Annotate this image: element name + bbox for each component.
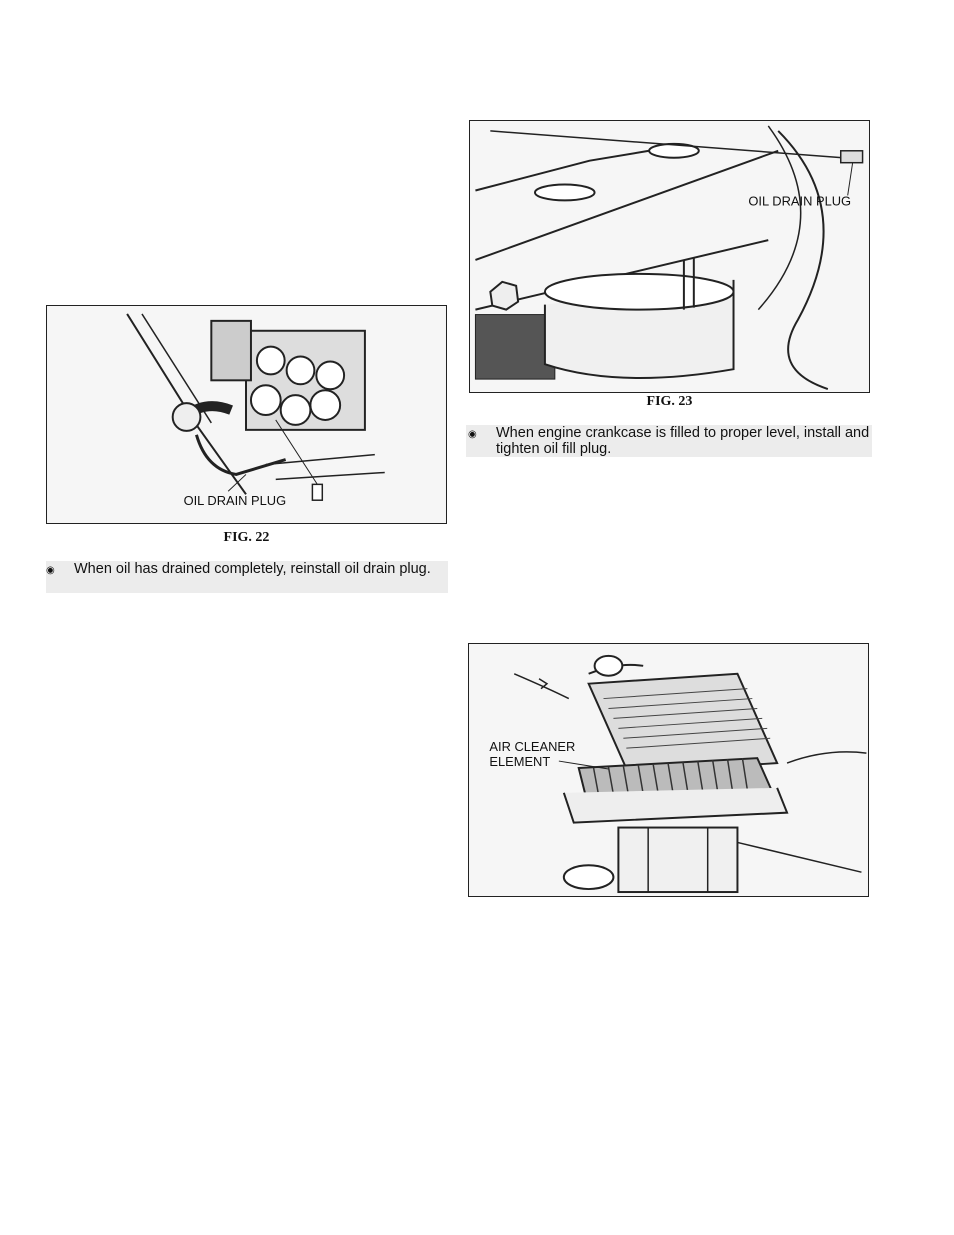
figure-23-caption: FIG. 23 (646, 394, 693, 409)
fig-air-cleaner-label-line1: AIR CLEANER (489, 739, 576, 755)
fig23-oil-drain-plug-label: OIL DRAIN PLUG (748, 193, 852, 209)
air-cleaner-drawing (469, 644, 868, 896)
figure-23-illustration (469, 120, 870, 393)
bullet-circle-icon: ◉ (46, 565, 55, 576)
bullet-text: When engine crankcase is filled to proper level, install and tighten oil fill plug. (496, 425, 870, 457)
pressure-washer-pump-drawing (47, 306, 446, 523)
engine-crankcase-drawing (470, 121, 869, 392)
figure-22-illustration (46, 305, 447, 524)
fig-air-cleaner-label-line2: ELEMENT (489, 754, 551, 770)
figure-air-cleaner-illustration (468, 643, 869, 897)
bullet-item-install-fill-plug (466, 425, 872, 457)
bullet-text: When oil has drained completely, reinstall oil drain plug. (74, 561, 431, 577)
fig22-oil-drain-plug-label: OIL DRAIN PLUG (183, 493, 287, 509)
figure-22-caption: FIG. 22 (223, 530, 270, 545)
bullet-item-reinstall-plug (46, 561, 448, 593)
bullet-circle-icon: ◉ (468, 429, 477, 440)
